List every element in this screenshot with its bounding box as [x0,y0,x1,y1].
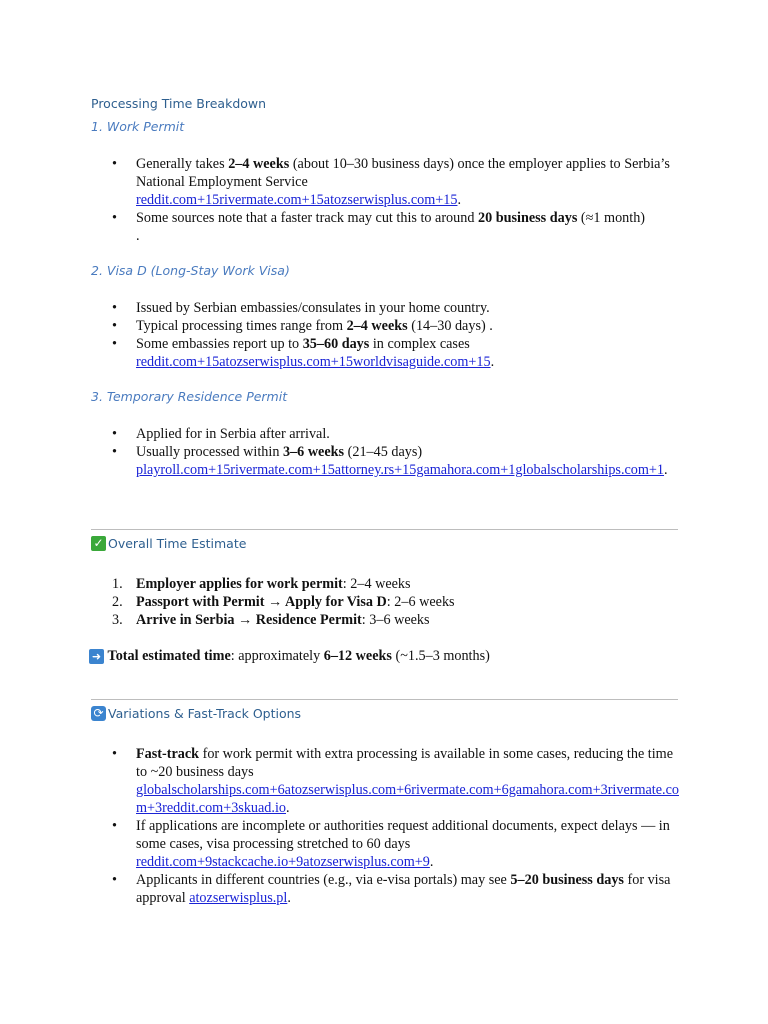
divider [91,529,678,530]
list-item: • Generally takes 2–4 weeks (about 10–30 business days) once the employer applies to Serbia’s National Employment Service reddit.com+15rivermate.com+15atozserwisplus.com+15. [112,156,670,208]
source-link[interactable]: globalscholarships.com+6atozserwisplus.com+6rivermate.com+6gamahora.com+3rivermate.com+3reddit.com+3skuad.io [136,782,679,816]
section-title-visa-d: 2. Visa D (Long-Stay Work Visa) [91,263,290,278]
source-link[interactable]: reddit.com+15atozserwisplus.com+15worldvisaguide.com+15 [136,354,491,370]
visa-d-list [112,299,682,371]
bullet: • [112,746,117,762]
bullet: • [112,300,117,316]
list-item: • Applicants in different countries (e.g., via e-visa portals) may see 5–20 business days for visa approval atozserwisplus.pl. [112,872,671,906]
source-link[interactable]: reddit.com+15rivermate.com+15atozserwisplus.com+15 [136,192,458,208]
bullet: • [112,818,117,834]
list-item: • If applications are incomplete or authorities request additional documents, expect delays — in some cases, visa processing stretched to 60 days reddit.com+9stackcache.io+9atozserwisplus.com+9. [112,818,670,870]
list-item: • Issued by Serbian embassies/consulates in your home country. [112,300,490,316]
check-mark-icon: ✓ [91,536,106,551]
right-arrow-icon: ➜ [89,649,104,664]
bullet: • [112,156,117,172]
section-title-work-permit: 1. Work Permit [91,119,185,134]
refresh-icon: ⟳ [91,706,106,721]
list-item: • Some embassies report up to 35–60 days in complex cases reddit.com+15atozserwisplus.com+15worldvisaguide.com+15. [112,336,495,370]
source-link[interactable]: reddit.com+9stackcache.io+9atozserwisplus.com+9 [136,854,430,870]
bullet: • [112,872,117,888]
list-item: 2. Passport with Permit → Apply for Visa D: 2–6 weeks [112,594,455,610]
section-title-overall: ✓ Overall Time Estimate [91,536,246,551]
bullet: • [112,318,117,334]
bullet: • [112,210,117,226]
section-title-variations: ⟳ Variations & Fast-Track Options [91,706,301,721]
divider [91,699,678,700]
overall-steps-list [112,575,682,629]
section-title-residence-permit: 3. Temporary Residence Permit [91,389,288,404]
list-item: • Typical processing times range from 2–4 weeks (14–30 days) . [112,318,493,334]
list-item: • Usually processed within 3–6 weeks (21–45 days) playroll.com+15rivermate.com+15attorney.rs+15gamahora.com+1globalscholarships.com+1. [112,444,668,478]
list-item: • Some sources note that a faster track may cut this to around 20 business days (≈1 month) . [112,210,646,244]
bullet: • [112,426,117,442]
source-link[interactable]: playroll.com+15rivermate.com+15attorney.rs+15gamahora.com+1globalscholarships.com+1 [136,462,665,478]
source-link[interactable]: atozserwisplus.pl [189,890,288,906]
bullet: • [112,336,117,352]
list-item: 1. Employer applies for work permit: 2–4 weeks [112,576,411,592]
list-item: • Fast-track for work permit with extra processing is available in some cases, reducing the time to ~20 business days globalscholarships.com+6atozserwisplus.com+6rivermate.com+6gamahora.com+3rivermate.com+3reddit.com+3skuad.io. [112,746,679,816]
residence-permit-list [112,425,682,479]
bullet: • [112,444,117,460]
list-item: 3. Arrive in Serbia → Residence Permit: 3–6 weeks [112,612,430,628]
work-permit-list [112,155,682,245]
page-heading: Processing Time Breakdown [91,96,267,111]
variations-list [112,745,682,907]
list-item: • Applied for in Serbia after arrival. [112,426,330,442]
total-estimate: ➜ Total estimated time: approximately 6–12 weeks (~1.5–3 months) [89,647,679,665]
